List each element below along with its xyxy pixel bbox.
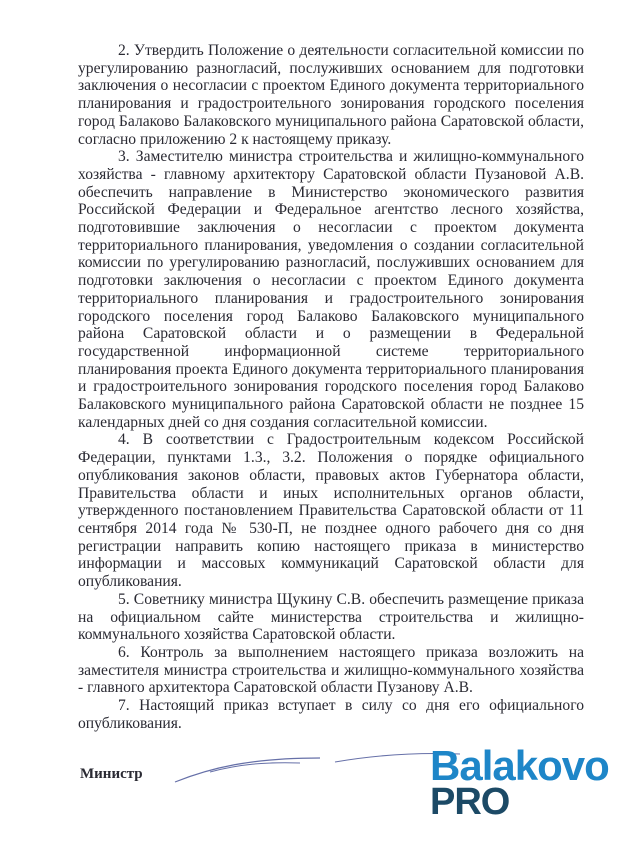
watermark-logo: [430, 742, 609, 823]
watermark-line2: PRO: [430, 780, 510, 823]
paragraph-6: 6. Контроль за выполнением настоящего приказа возложить на заместителя министра строительства и жилищно-коммунального хозяйства - главного архитектора Саратовской области Пузанову А.В.: [78, 643, 584, 697]
paragraph-7: 7. Настоящий приказ вступает в силу со дня его официального опубликования.: [78, 697, 584, 732]
document-body: [78, 42, 584, 732]
paragraph-4: 4. В соответствии с Градостроительным кодексом Российской Федерации, пунктами 1.3., 3.2. Положения о порядке официального опубликования законов области, правовых актов Губернатора области, Правительства области и иных исполнительных органов области, утвержденного постановлением Правительства Саратовской области от 11 сентября 2014 года № 530-П, не позднее одного рабочего дня со дня регистрации направить копию настоящего приказа в министерство информации и массовых коммуникаций Саратовской области для опубликования.: [78, 431, 584, 591]
paragraph-5: 5. Советнику министра Щукину С.В. обеспечить размещение приказа на официальном сайте министерства строительства и жилищно-коммунального хозяйства Саратовской области.: [78, 590, 584, 644]
watermark-line1: Balakovo: [430, 742, 609, 789]
paragraph-2: 2. Утвердить Положение о деятельности согласительной комиссии по урегулированию разногласий, послуживших основанием для подготовки заключения о несогласии с проектом Единого документа территориального планирования и градостроительного зонирования городского поселения город Балаково Балаковского муниципального района Саратовской области, согласно приложению 2 к настоящему приказу.: [78, 42, 584, 148]
handwritten-signature: [170, 748, 470, 788]
paragraph-3: 3. Заместителю министра строительства и жилищно-коммунального хозяйства - главному архитектору Саратовской области Пузановой А.В. обеспечить направление в Министерство экономического развития Российской Федерации и Федеральное агентство лесного хозяйства, подготовившие заключения о несогласии с проектом документа территориального планирования, уведомления о создании согласительной комиссии по урегулированию разногласий, послуживших основанием для подготовки заключения о несогласии с проектом Единого документа территориального планирования и градостроительного зонирования городского поселения город Балаково Балаковского муниципального района Саратовской области и о размещении в Федеральной государственной информационной системе территориального планирования проекта Единого документа территориального планирования и градостроительного зонирования городского поселения город Балаково Балаковского муниципального района Саратовской области не позднее 15 календарных дней со дня создания согласительной комиссии.: [78, 148, 584, 431]
signatory-title: Министр: [80, 766, 143, 782]
